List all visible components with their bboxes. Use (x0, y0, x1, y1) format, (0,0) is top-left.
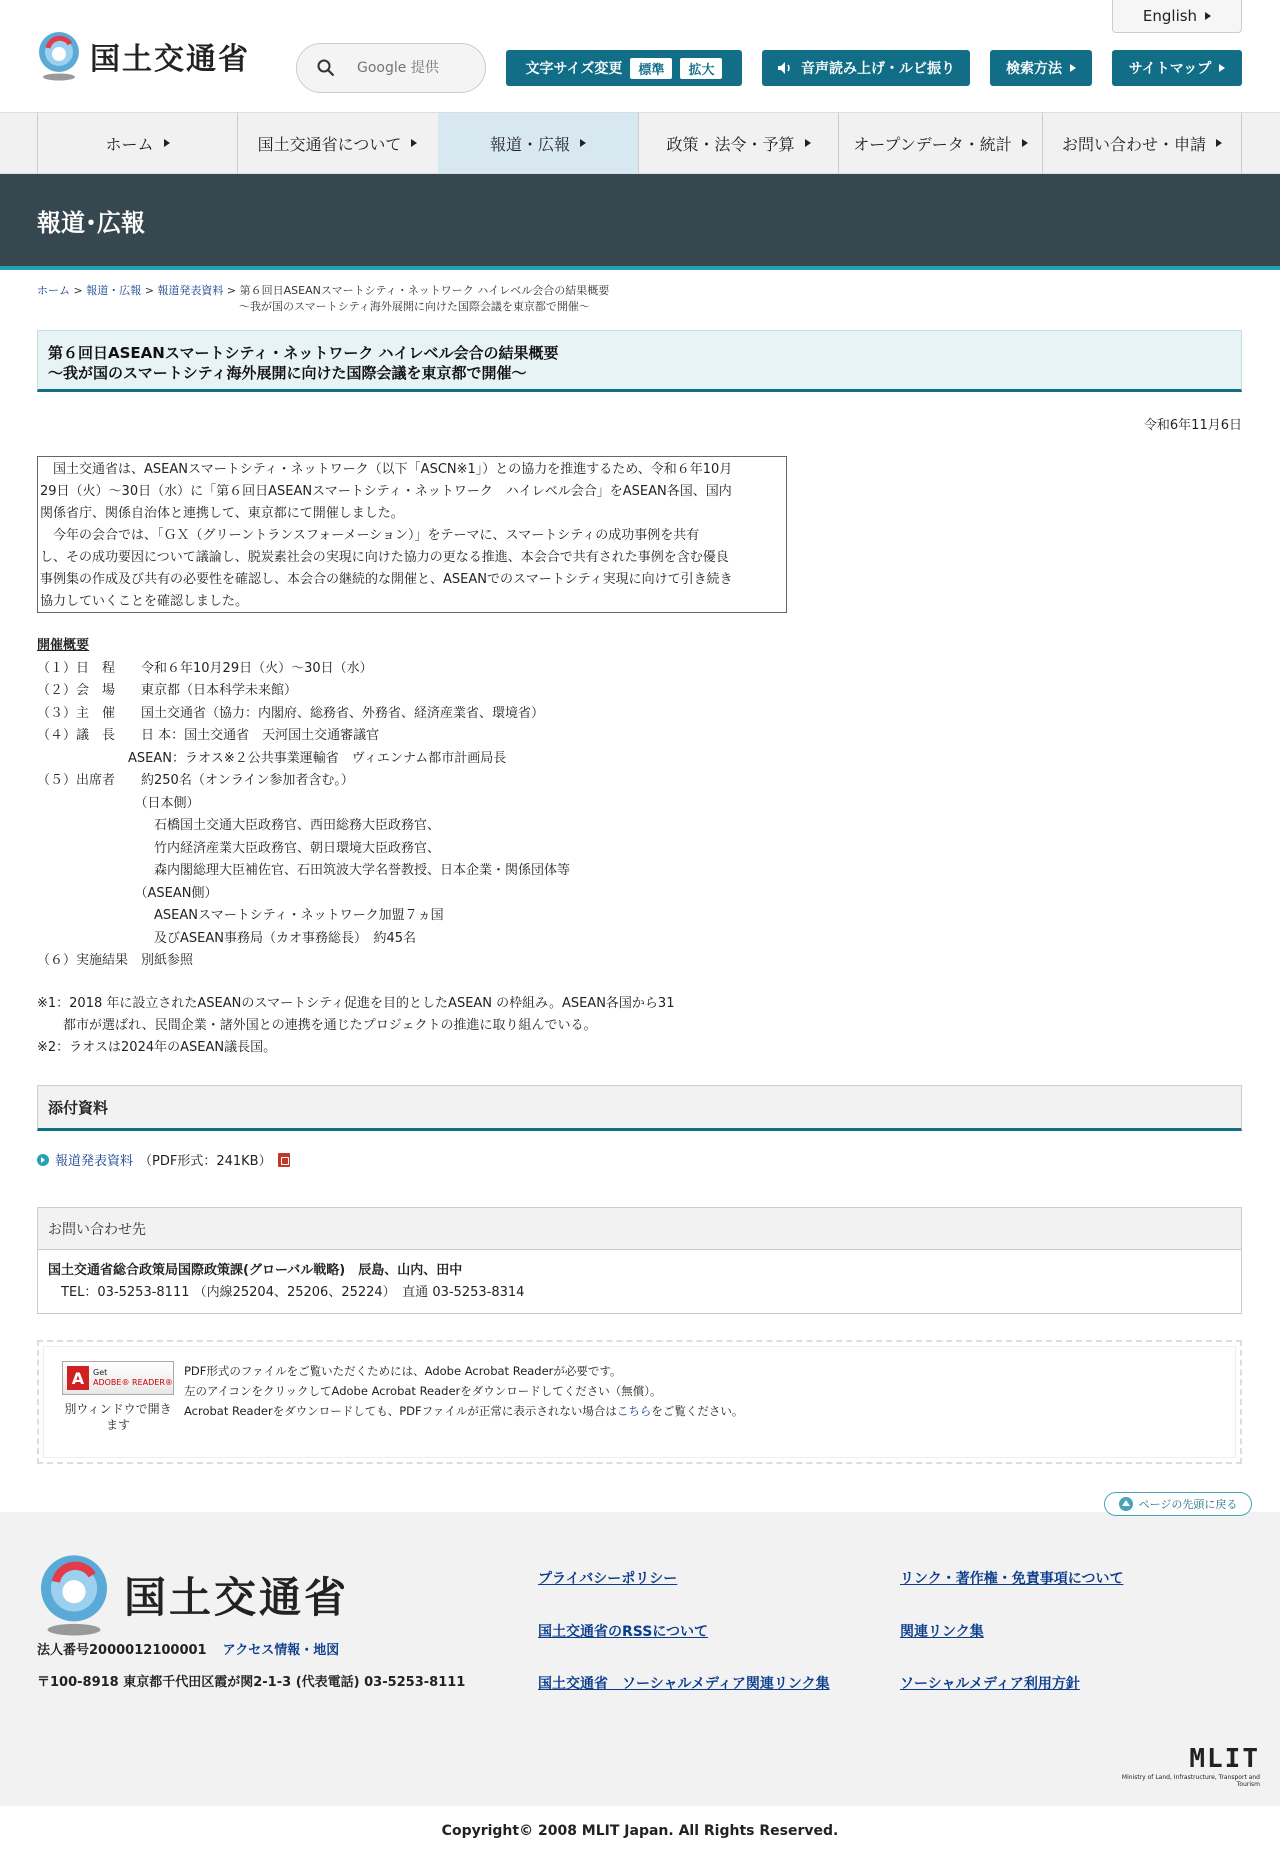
nav-label: 報道・広報 (489, 134, 570, 154)
acrobat-line-2: 左のアイコンをクリックしてAdobe Acrobat Readerをダウンロードしてください（無償）。 (184, 1384, 662, 1398)
nav-opendata[interactable] (838, 113, 1042, 173)
nav-label: ホーム (105, 134, 154, 154)
mlit-subtitle: Ministry of Land, Infrastructure, Transport and Tourism (1121, 1774, 1260, 1788)
related-links-link[interactable]: 関連リンク集 (900, 1624, 984, 1640)
detail-line: （３）主 催 国土交通省（協力：内閣府、総務省、外務省、経済産業省、環境省） (37, 705, 545, 721)
attachment-link[interactable]: 報道発表資料 (55, 1154, 134, 1169)
search-method-button[interactable] (990, 50, 1092, 86)
event-details (37, 635, 937, 973)
detail-line: 及びASEAN事務局（カオ事務総長） 約45名 (37, 930, 417, 946)
page-title (37, 330, 1242, 392)
note-line: ※1：2018 年に設立されたASEANのスマートシティ促進を目的としたASEAN の枠組み。ASEAN各国から31 (37, 996, 675, 1011)
title-line-1: 第６回日ASEANスマートシティ・ネットワーク ハイレベル会合の結果概要 (48, 344, 559, 362)
logo-text: 国土交通省 (90, 42, 250, 77)
search-input[interactable] (357, 60, 467, 76)
acrobat-help-link[interactable]: こちら (616, 1404, 652, 1418)
lead-line: 関係省庁、関係自治体と連携して、東京都にて開催しました。 (40, 506, 404, 521)
lead-line: し、その成功要因について議論し、脱炭素社会の実現に向けた協力の更なる推進、本会合で共有された事例を含む優良 (40, 550, 729, 565)
arrow-right-icon (1070, 64, 1076, 72)
social-media-policy-link[interactable]: ソーシャルメディア利用方針 (900, 1676, 1080, 1692)
search-method-label: 検索方法 (1006, 61, 1062, 77)
detail-line: ASEAN：ラオス※２公共事業運輸省 ヴィエンナム都市計画局長 (37, 750, 507, 766)
acrobat-line-3: Acrobat Readerをダウンロードしても、PDFファイルが正常に表示されない場合は (184, 1404, 617, 1418)
size-standard-button[interactable]: 標準 (630, 58, 672, 79)
arrow-right-icon (1219, 64, 1225, 72)
footer-logo[interactable] (36, 1552, 349, 1638)
back-to-top-label: ページの先頭に戻る (1138, 1498, 1238, 1511)
adobe-reader-download-button[interactable] (62, 1361, 174, 1395)
voice-label: 音声読み上げ・ルビ振り (801, 61, 955, 77)
mlit-mark (1100, 1744, 1260, 1788)
address: 〒100-8918 東京都千代田区霞が関2-1-3 (代表電話) 03-5253-8111 (37, 1675, 466, 1690)
note-line: 都市が選ばれ、民間企業・諸外国との連携を通じたプロジェクトの推進に取り組んでいる。 (37, 1018, 597, 1033)
detail-line: 石橋国土交通大臣政務官、西田総務大臣政務官、 (37, 818, 441, 833)
detail-line: （４）議 長 日 本：国土交通省 天河国土交通審議官 (37, 728, 380, 743)
nav-label: オープンデータ・統計 (853, 134, 1012, 154)
detail-line: （ASEAN側） (37, 885, 218, 901)
contact-heading: お問い合わせ先 (38, 1208, 1241, 1250)
arrow-right-icon (411, 139, 417, 147)
detail-line: 森内閣総理大臣補佐官、石田筑波大学名誉教授、日本企業・関係団体等 (37, 863, 571, 878)
arrow-right-icon (1022, 139, 1028, 147)
arrow-right-icon (1205, 12, 1211, 20)
site-footer (0, 1512, 1280, 1806)
detail-line: （１）日 程 令和６年10月29日（火）～30日（水） (37, 660, 373, 676)
acrobat-line-3-end: をご覧ください。 (651, 1404, 744, 1418)
sitemap-label: サイトマップ (1128, 61, 1212, 77)
arrow-up-icon (1119, 1497, 1133, 1511)
back-to-top-button[interactable] (1104, 1492, 1252, 1516)
adobe-logo-icon: A (67, 1366, 89, 1390)
detail-line: 竹内経済産業大臣政務官、朝日環境大臣政務官、 (37, 840, 441, 856)
nav-label: 政策・法令・予算 (666, 134, 795, 154)
nav-press[interactable] (438, 113, 638, 173)
pdf-icon (278, 1153, 290, 1167)
site-logo[interactable] (36, 30, 250, 82)
note-line: ※2：ラオスは2024年のASEAN議長国。 (37, 1040, 277, 1055)
rss-link[interactable]: 国土交通省のRSSについて (538, 1624, 709, 1640)
title-line-2: ～我が国のスマートシティ海外展開に向けた国際会議を東京都で開催～ (48, 364, 527, 382)
copyright: Copyright© 2008 MLIT Japan. All Rights Reserved. (0, 1806, 1280, 1856)
speaker-icon (777, 61, 793, 75)
breadcrumb-press[interactable]: 報道・広報 (86, 284, 142, 297)
arrow-right-icon (1216, 139, 1222, 147)
breadcrumb-current-sub: ～我が国のスマートシティ海外展開に向けた国際会議を東京都で開催～ (239, 300, 590, 313)
mlit-logo-icon (36, 1552, 112, 1638)
global-nav (0, 112, 1280, 174)
bullet-arrow-icon (37, 1154, 49, 1166)
section-title: 報道･広報 (37, 208, 145, 237)
text-size-label: 文字サイズ変更 (525, 61, 623, 77)
acrobat-line-1: PDF形式のファイルをご覧いただくためには、Adobe Acrobat Readerが必要です。 (184, 1364, 622, 1378)
privacy-policy-link[interactable]: プライバシーポリシー (538, 1571, 678, 1587)
lead-line: 国土交通省は、ASEANスマートシティ・ネットワーク（以下「ASCN※1」）との協力を推進するため、令和６年10月 (40, 462, 733, 477)
lead-summary (37, 456, 787, 613)
copyright-disclaimer-link[interactable]: リンク・著作権・免責事項について (900, 1571, 1124, 1587)
mlit-wordmark: MLIT (1189, 1744, 1260, 1774)
access-map-link[interactable]: アクセス情報・地図 (222, 1643, 340, 1658)
nav-about[interactable] (237, 113, 437, 173)
attachment-info: （PDF形式：241KB） (139, 1154, 272, 1169)
mlit-logo-icon (36, 30, 82, 82)
search-icon[interactable] (317, 59, 335, 77)
new-window-note: 別ウィンドウで開きます (64, 1402, 172, 1432)
section-banner (0, 174, 1280, 270)
publish-date: 令和6年11月6日 (1143, 418, 1242, 433)
voice-button[interactable] (762, 50, 970, 86)
attachments-heading: 添付資料 (37, 1085, 1242, 1131)
english-link[interactable] (1112, 0, 1242, 33)
contact-box (37, 1207, 1242, 1314)
arrow-right-icon (805, 139, 811, 147)
footer-logo-text: 国土交通省 (124, 1573, 350, 1622)
nav-contact[interactable] (1042, 113, 1242, 173)
nav-policy[interactable] (638, 113, 838, 173)
search-box[interactable] (296, 43, 486, 93)
detail-line: （６）実施結果 別紙参照 (37, 953, 194, 968)
lead-line: 協力していくことを確認しました。 (40, 594, 249, 609)
lead-line: 29日（火）～30日（水）に「第６回日ASEANスマートシティ・ネットワーク ハイレベル会合」をASEAN各国、国内 (40, 484, 732, 499)
breadcrumb: ホーム > 報道・広報 > 報道発表資料 > 第６回日ASEANスマートシティ・ネットワーク ハイレベル会合の結果概要 ～我が国のスマートシティ海外展開に向けた国際会議を東京都で開催～ (37, 284, 610, 313)
attachment-item (37, 1150, 290, 1169)
social-media-links-link[interactable]: 国土交通省 ソーシャルメディア関連リンク集 (538, 1676, 830, 1692)
text-size-control (506, 50, 742, 86)
size-large-button[interactable]: 拡大 (680, 58, 722, 79)
arrow-right-icon (580, 139, 586, 147)
breadcrumb-current: 第６回日ASEANスマートシティ・ネットワーク ハイレベル会合の結果概要 (239, 284, 610, 297)
nav-home[interactable] (37, 113, 237, 173)
badge-line-1: Get (93, 1368, 108, 1377)
arrow-right-icon (164, 139, 170, 147)
sitemap-button[interactable] (1112, 50, 1242, 86)
breadcrumb-releases[interactable]: 報道発表資料 (157, 284, 224, 297)
detail-line: （２）会 場 東京都（日本科学未来館） (37, 683, 298, 698)
detail-line: ASEANスマートシティ・ネットワーク加盟７ヵ国 (37, 908, 444, 923)
detail-line: （５）出席者 約250名（オンライン参加者含む。） (37, 773, 354, 788)
nav-label: お問い合わせ・申請 (1061, 134, 1206, 154)
detail-line: （日本側） (37, 795, 200, 811)
acrobat-notice (37, 1340, 1242, 1464)
breadcrumb-home[interactable]: ホーム (37, 284, 70, 297)
contact-dept: 国土交通省総合政策局国際政策課(グローバル戦略) 辰島、山内、田中 (48, 1263, 463, 1278)
corp-number: 法人番号2000012100001 (37, 1643, 207, 1658)
english-label: English (1142, 7, 1198, 25)
footnotes (37, 993, 937, 1059)
lead-line: 今年の会合では、「ＧＸ（グリーントランスフォーメーション）」をテーマに、スマートシティの成功事例を共有 (40, 528, 700, 543)
badge-line-2: ADOBE® READER® (93, 1378, 173, 1387)
details-heading: 開催概要 (37, 638, 90, 653)
nav-label: 国土交通省について (257, 134, 402, 154)
contact-tel: TEL：03-5253-8111 （内線25204、25206、25224） 直通 03-5253-8314 (48, 1285, 525, 1300)
lead-line: 事例集の作成及び共有の必要性を確認し、本会合の継続的な開催と、ASEANでのスマートシティ実現に向けて引き続き (40, 572, 733, 587)
